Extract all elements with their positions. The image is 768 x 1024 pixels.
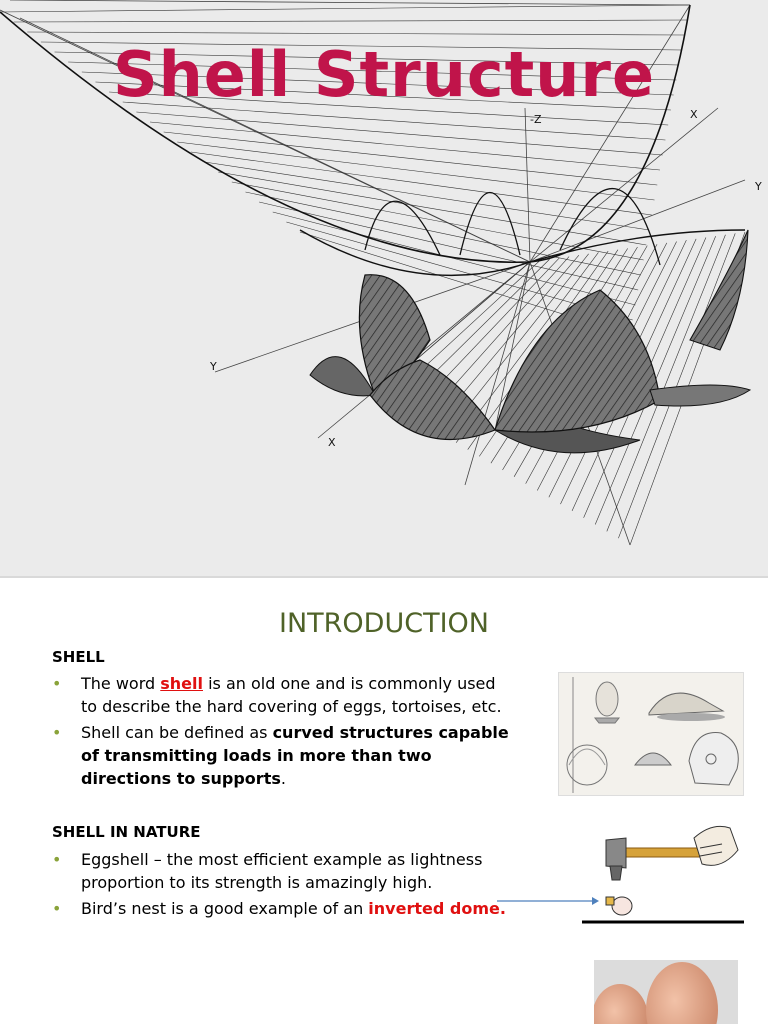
axis-label: X (690, 108, 698, 121)
bullet-item (52, 672, 512, 718)
bullet-text: is an old one and is commonly used to describe the hard covering of eggs, tortoises, etc. (81, 674, 502, 716)
bullet-text: Bird’s nest is a good example of an (81, 899, 369, 918)
bullet-text: The word (81, 674, 161, 693)
axis-label: Y (210, 360, 217, 373)
introduction-slide (0, 578, 768, 1024)
axis-label: Y (755, 180, 762, 193)
section-title-shell: SHELL (52, 648, 105, 666)
bold-definition: curved structures capable of transmitting loads in more than two directions to supports (81, 723, 509, 788)
hammer-egg-image (582, 810, 744, 926)
bullet-item (52, 848, 512, 894)
natural-shells-image (558, 672, 744, 796)
axis-label: -Z (530, 113, 542, 126)
eggs-photo (594, 960, 738, 1024)
bullet-dot: • (52, 674, 62, 693)
bullet-dot: • (52, 723, 62, 742)
nature-bullet-list (52, 848, 512, 923)
axis-label: X (328, 436, 336, 449)
bullet-dot: • (52, 850, 62, 869)
bullet-dot: • (52, 899, 62, 918)
highlight-word: shell (160, 674, 203, 693)
bullet-text: Eggshell – the most efficient example as lightness proportion to its strength is amazingly high. (81, 850, 483, 892)
pointer-arrow (497, 896, 599, 906)
section-title-shell-in-nature: SHELL IN NATURE (52, 823, 201, 841)
highlight-phrase: inverted dome. (368, 899, 506, 918)
bullet-text: . (280, 769, 286, 788)
bullet-item (52, 897, 512, 920)
slide-heading: INTRODUCTION (279, 608, 489, 639)
shell-bullet-list (52, 672, 512, 793)
slide-title: Shell Structure (112, 38, 656, 111)
bullet-text: Shell can be defined as (81, 723, 273, 742)
bullet-item (52, 721, 512, 790)
